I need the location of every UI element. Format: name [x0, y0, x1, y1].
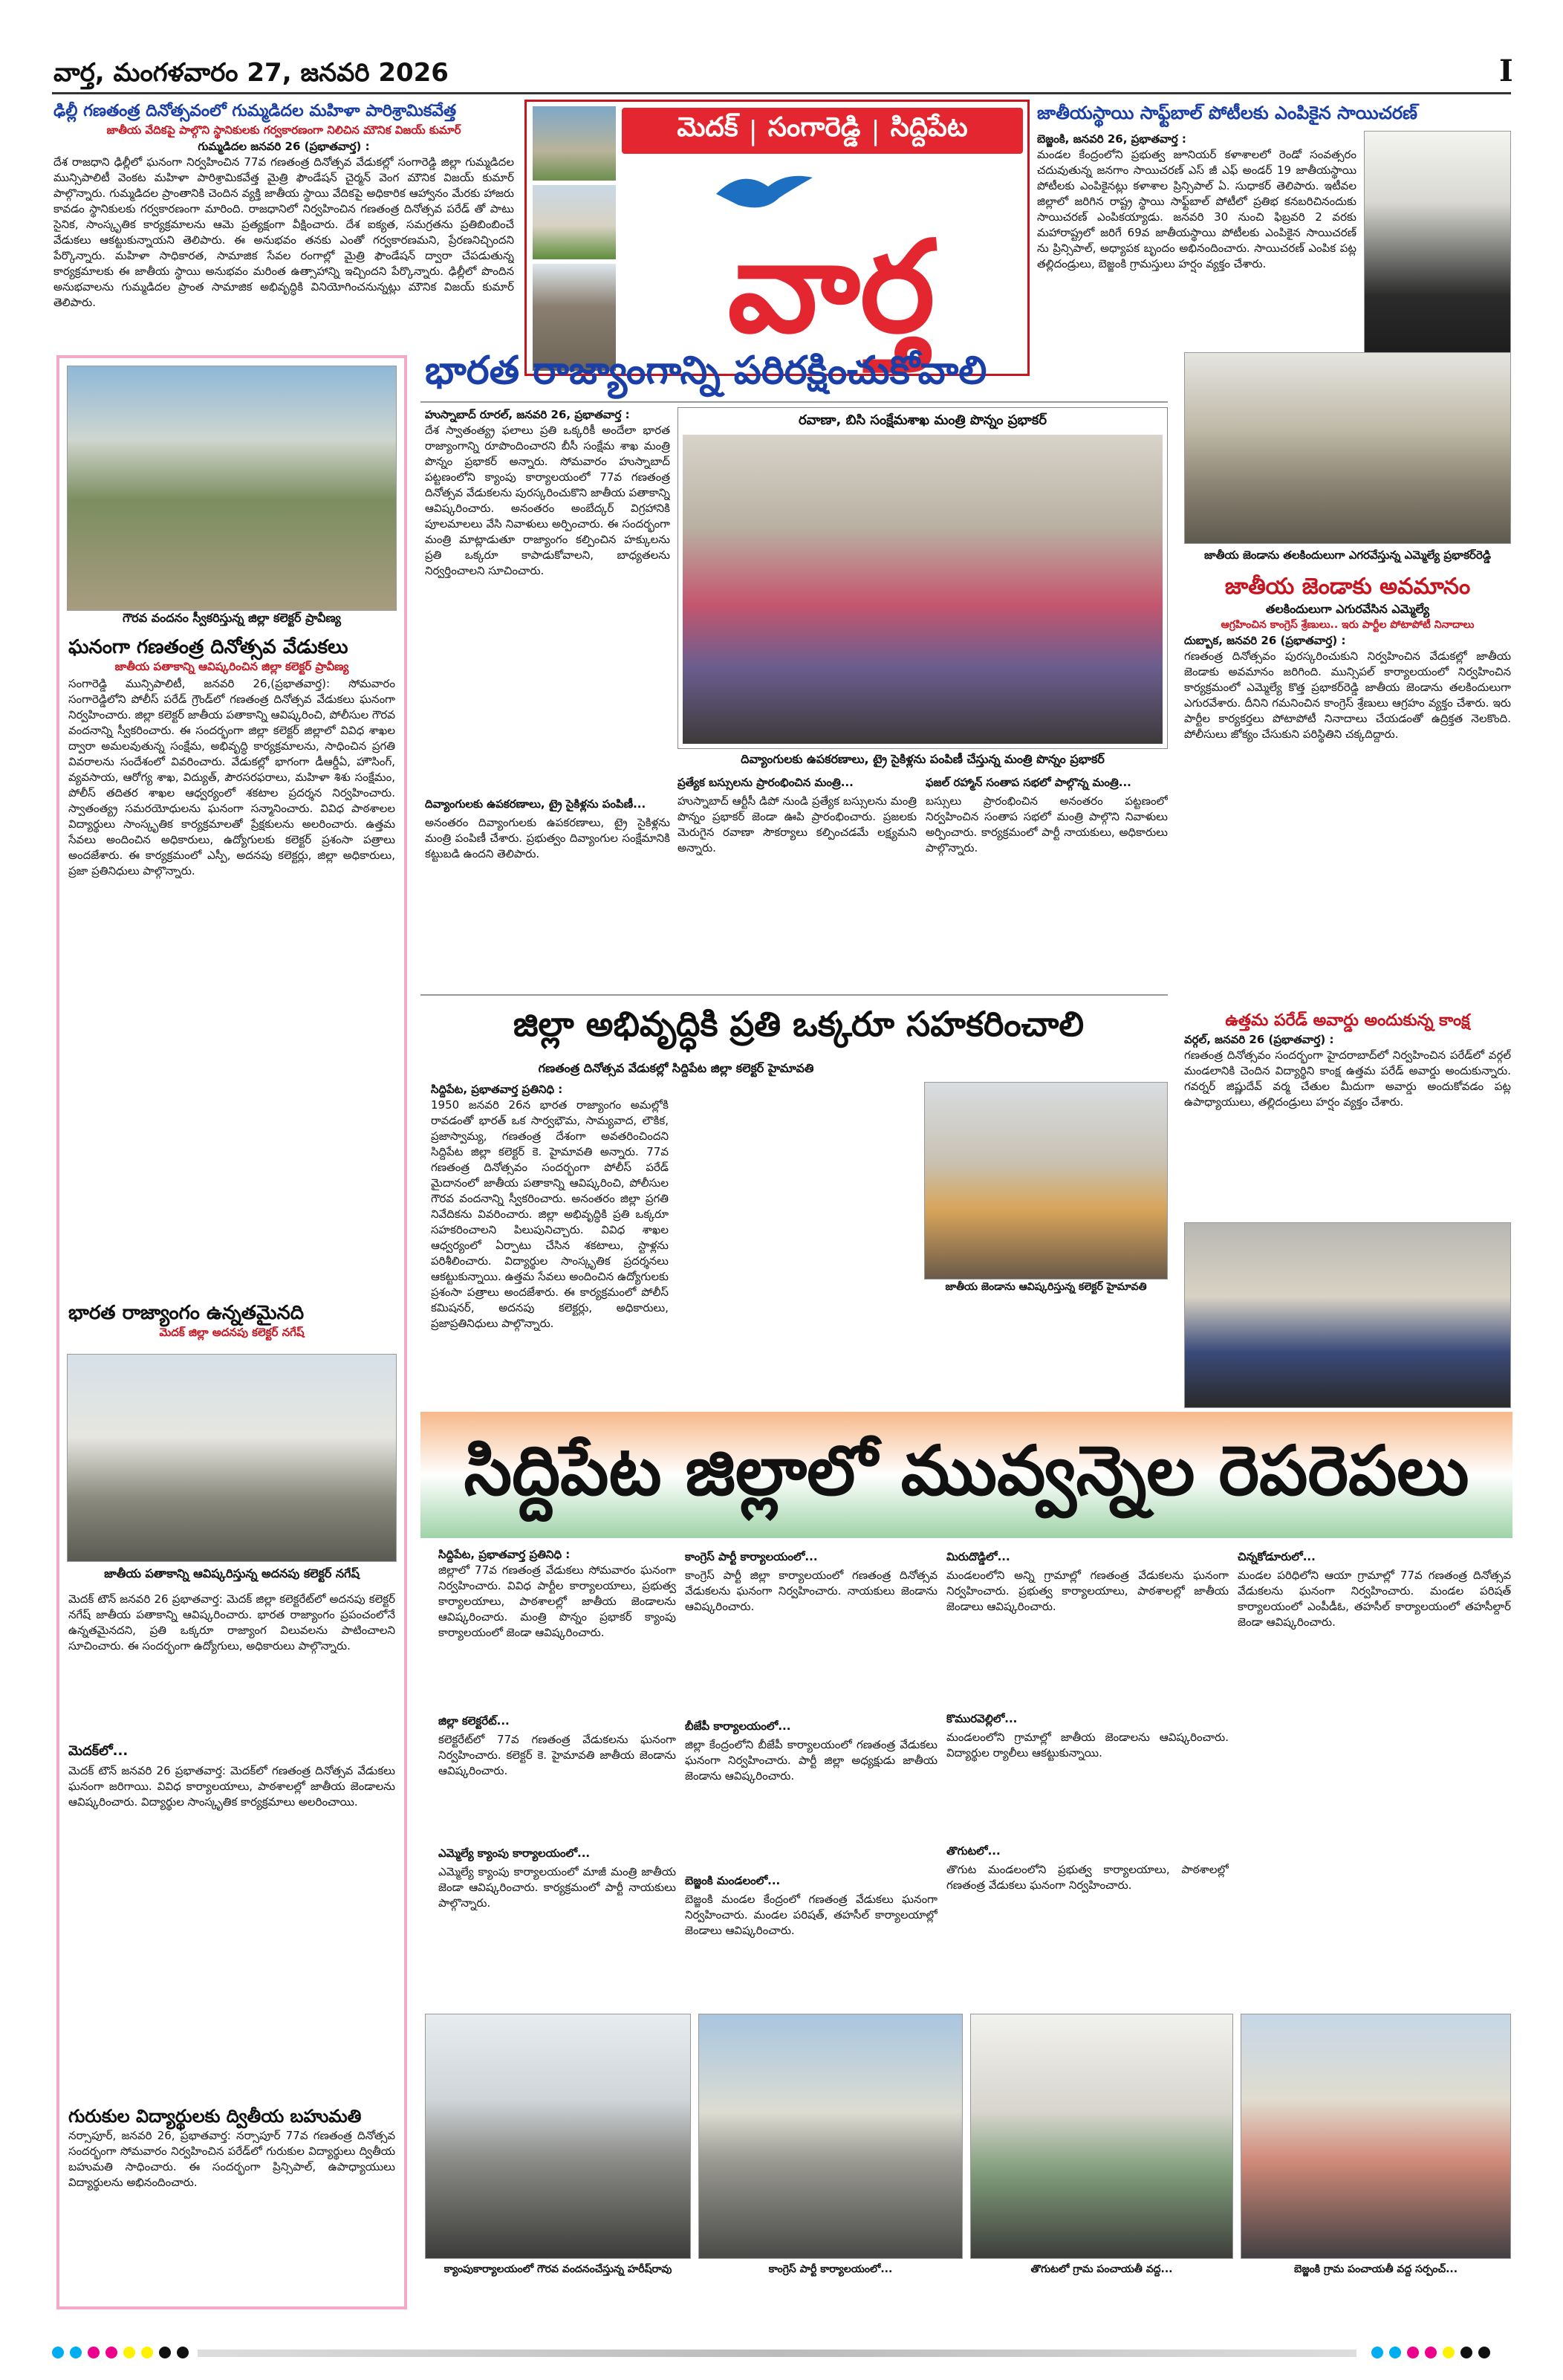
main3-mini6: మిరుదొడ్డిలో...	[946, 1550, 1010, 1563]
left-photo1-caption: గౌరవ వందనం స్వీకరిస్తున్న జిల్లా కలెక్టర్ ప్రావీణ్య	[67, 611, 397, 628]
main1-body-b: అనంతరం దివ్యాంగులకు ఉపకరణాలు, ట్రై సైకిళ్లను మంత్రి పంపిణీ చేశారు. ప్రభుత్వం దివ్యాంగుల సంక్షేమానికి కట్టుబడి ఉందని తెలిపారు.	[425, 816, 670, 860]
main2-body: 1950 జనవరి 26న భారత రాజ్యాంగం అమల్లోకి రావడంతో భారత్ ఒక సార్వభౌమ, సామ్యవాద, లౌకిక, ప్రజాస్వామ్య, గణతంత్ర దేశంగా అవతరించిందని సిద్దిపేట జిల్లా కలెక్టర్ కె. హైమావతి అన్నారు. 77వ గణతంత్ర దినోత్సవం సందర్భంగా పోలీస్ పరేడ్ మైదానంలో జాతీయ పతాకాన్ని ఆవిష్కరించి, పోలీసుల గౌరవ వందనాన్ని స్వీకరించారు. అనంతరం జిల్లా ప్రగతి నివేదికను వివరించారు. జిల్లా అభివృద్ధికి ప్రతి ఒక్కరూ సహకరించాలని పిలుపునిచ్చారు. వివిధ శాఖల ఆధ్వర్యంలో ఏర్పాటు చేసిన శకటాలు, స్టాళ్లను పరిశీలించారు. విద్యార్థుల సాంస్కృతిక ప్రదర్శనలు ఆకట్టుకున్నాయి. ఉత్తమ సేవలు అందించిన ఉద్యోగులకు ప్రశంసా పత్రాలు అందజేశారు. ఈ కార్యక్రమంలో పోలీస్ కమిషనర్, అదనపు కలెక్టర్లు, అధికారులు, ప్రజాప్రతినిధులు పాల్గొన్నారు.	[431, 1098, 669, 1330]
main2-top-rule	[420, 994, 1168, 996]
main2-subheadline: గణతంత్ర దినోత్సవ వేడుకల్లో సిద్దిపేట జిల్లా కలెక్టర్ హైమావతి	[538, 1061, 814, 1075]
top-left-body: దేశ రాజధాని ఢిల్లీలో ఘనంగా నిర్వహించిన 77వ గణతంత్ర దినోత్సవ వేడుకల్లో సంగారెడ్డి జిల్లా గుమ్మడిదల మున్సిపాలిటీ వెంకట మహిళా పారిశ్రామికవేత్త మైత్రి ఫౌండేషన్ చైర్మన్ వెంగ మౌనిక విజయ్ కుమార్ పాల్గొన్నారు. గుమ్మడిదల ప్రాంతానికి చెందిన వ్యక్తి జాతీయ స్థాయి వేదికపై అధికారిక ఆహ్వానం మేరకు హాజరు కావడం స్థానికులకు గర్వకారణంగా మారింది. రాజధానిలో నిర్వహించిన గణతంత్ర దినోత్సవ పరేడ్ తో పాటు సైనిక, సాంస్కృతిక కార్యక్రమాలను ఆమె ప్రత్యక్షంగా వీక్షించారు. దేశ ఐక్యత, సమగ్రతను ప్రతిబింబించే వేడుకలు ఆకట్టుకున్నాయని తెలిపారు. ఈ అనుభవం తనకు ఎంతో గర్వకారణమని, ప్రేరణనిచ్చిందని పేర్కొన్నారు. మహిళా సాధికారత, సామాజిక సేవల రంగాల్లో మైత్రి ఫౌండేషన్ ద్వారా చేపడుతున్న కార్యక్రమాలకు ఈ జాతీయ స్థాయి అనుభవం మరింత ఉత్సాహాన్ని ఇచ్చిందని పేర్కొన్నారు. ఢిల్లీలో పొందిన అనుభవాలను గుమ్మడిదల ప్రాంత సామాజిక అభివృద్ధికి వినియోగించనున్నట్లు మౌనిక విజయ్ కుమార్ తెలిపారు.	[53, 155, 514, 309]
main3-body-f: బెజ్జంకి మండల కేంద్రంలో గణతంత్ర వేడుకలు ఘనంగా నిర్వహించారు. మండల పరిషత్, తహసీల్ కార్యాలయాల్లో జెండాలు ఆవిష్కరించారు.	[685, 1893, 938, 1937]
left-mini1: మెదక్‌లో...	[68, 1743, 129, 1759]
main1-photo-caption: దివ్యాంగులకు ఉపకరణాలు, ట్రై సైకిళ్లను పంపిణీ చేస్తున్న మంత్రి పొన్నం ప్రభాకర్	[677, 752, 1168, 769]
main2-col-a	[431, 1082, 669, 1401]
main3-col-a	[438, 1547, 676, 2008]
main1-dateline: హుస్నాబాద్ రూరల్, జనవరి 26, ప్రభాతవార్త :	[425, 408, 630, 421]
main3-col-d	[1238, 1547, 1511, 2008]
region-siddipet: సిద్దిపేట	[890, 112, 968, 143]
main2-headline: జిల్లా అభివృద్ధికి ప్రతి ఒక్కరూ సహకరించాలి	[513, 1004, 1085, 1044]
main3-caption-2: కాంగ్రెస్ పార్టీ కార్యాలయంలో...	[698, 2263, 963, 2277]
region-sangareddy: సంగారెడ్డి	[767, 112, 861, 143]
main2-dateline: సిద్దిపేట, ప్రభాతవార్త ప్రతినిధి :	[431, 1083, 563, 1096]
main3-mini8: తొగుటలో...	[946, 1844, 1001, 1858]
left-column	[56, 355, 407, 2309]
main3-photo-4	[1241, 2014, 1511, 2259]
main1-body-c: హుస్నాబాద్ ఆర్టీసీ డిపో నుండి ప్రత్యేక బస్సులను మంత్రి పొన్నం ప్రభాకర్ జెండా ఊపి ప్రారంభించారు. ప్రజలకు మెరుగైన రవాణా సౌకర్యాలు కల్పించడమే లక్ష్యమని అన్నారు.	[677, 794, 917, 855]
main3-mini9: చిన్నకోడూరులో...	[1238, 1550, 1316, 1563]
top-left-story	[53, 101, 514, 369]
main3-mini7: కొమురవెల్లిలో...	[946, 1712, 1018, 1725]
main2-photo	[924, 1082, 1168, 1280]
region-separator: |	[748, 115, 758, 146]
main3-body-b: కలెక్టరేట్‌లో 77వ గణతంత్ర వేడుకలను ఘనంగా నిర్వహించారు. కలెక్టర్ కె. హైమావతి జాతీయ జెండాను ఆవిష్కరించారు.	[438, 1733, 676, 1777]
main1-mini2: ప్రత్యేక బస్సులను ప్రారంభించిన మంత్రి...	[677, 776, 854, 789]
left-photo2-caption: జాతీయ పతాకాన్ని ఆవిష్కరిస్తున్న అదనపు కలెక్టర్ నగేష్	[67, 1566, 397, 1583]
right-photo-flag	[1184, 352, 1511, 544]
main1-body-a: దేశ స్వాతంత్య్ర ఫలాలు ప్రతి ఒక్కరికీ అందేలా భారత రాజ్యాంగాన్ని రూపొందించారని బీసీ సంక్షేమ శాఖ మంత్రి పొన్నం ప్రభాకర్ అన్నారు. సోమవారం హుస్నాబాద్ పట్టణంలోని క్యాంపు కార్యాలయంలో 77వ గణతంత్ర దినోత్సవ వేడుకలను పురస్కరించుకొని జాతీయ పతాకాన్ని ఆవిష్కరించారు. అనంతరం అంబేద్కర్ విగ్రహానికి పూలమాలలు వేసి నివాళులు అర్పించారు. ఈ సందర్భంగా మంత్రి మాట్లాడుతూ రాజ్యాంగం కల్పించిన హక్కులను ప్రతి ఒక్కరూ కాపాడుకోవాలని, బాధ్యతలను నిర్వర్తించాలని సూచించారు.	[425, 424, 670, 577]
main3-mini2: ఎమ్మెల్యే క్యాంపు కార్యాలయంలో...	[438, 1846, 591, 1860]
left-h1-sub: జాతీయ పతాకాన్ని ఆవిష్కరించిన జిల్లా కలెక్టర్ ప్రావీణ్య	[114, 660, 349, 673]
dot-black	[177, 2347, 189, 2358]
left-h1: ఘనంగా గణతంత్ర దినోత్సవ వేడుకలు	[68, 636, 348, 658]
right-photo1-caption: జాతీయ జెండాను తలకిందులుగా ఎగరవేస్తున్న ఎమ్మెల్యే ప్రభాకర్‌రెడ్డి	[1184, 548, 1511, 565]
main1-mini3: ఫజల్ రహ్మాన్ సంతాప సభలో పాల్గొన్న మంత్రి...	[926, 776, 1131, 789]
dot-yellow	[1443, 2347, 1455, 2358]
left-body2: మెదక్ టౌన్ జనవరి 26 ప్రభాతవార్త: మెదక్ జిల్లా కలెక్టరేట్‌లో అదనపు కలెక్టర్ నగేష్ జాతీయ పతాకాన్ని ఆవిష్కరించారు. భారత రాజ్యాంగం ప్రపంచంలోనే ఉన్నతమైనదని, ప్రతి ఒక్కరూ రాజ్యాంగ విలువలను పాటించాలని సూచించారు. ఈ సందర్భంగా ఉద్యోగులు, అధికారులు పాల్గొన్నారు.	[68, 1592, 395, 1653]
region-medak: మెదక్	[677, 112, 738, 143]
top-right-headline: జాతీయస్థాయి సాఫ్ట్‌బాల్ పోటీలకు ఎంపికైన సాయిచరణ్	[1037, 103, 1417, 123]
dot-cyan	[52, 2347, 64, 2358]
main1-photo-box	[677, 407, 1168, 749]
dot-magenta	[88, 2347, 100, 2358]
dot-black	[1460, 2347, 1472, 2358]
main2-photo-caption: జాతీయ జెండాను ఆవిష్కరిస్తున్న కలెక్టర్ హైమావతి	[924, 1281, 1168, 1295]
top-left-subheadline: జాతీయ వేదికపై పాల్గొని స్థానికులకు గర్వకారణంగా నిలిచిన మౌనిక విజయ్ కుమార్	[106, 123, 461, 137]
main3-photo-3	[970, 2014, 1233, 2259]
main3-body-c: ఎమ్మెల్యే క్యాంపు కార్యాలయంలో మాజీ మంత్రి జాతీయ జెండా ఆవిష్కరించారు. కార్యక్రమంలో పార్టీ నాయకులు పాల్గొన్నారు.	[438, 1865, 676, 1910]
main3-photo-1	[425, 2014, 691, 2259]
registration-bar	[198, 2350, 1356, 2357]
left-body1: సంగారెడ్డి మున్సిపాలిటీ, జనవరి 26,(ప్రభాతవార్త): సోమవారం సంగారెడ్డిలోని పోలీస్ పరేడ్ గ్రౌండ్‌లో గణతంత్ర దినోత్సవ వేడుకలు ఘనంగా నిర్వహించారు. జిల్లా కలెక్టర్ జాతీయ పతాకాన్ని ఆవిష్కరించి, పోలీసుల గౌరవ వందనాన్ని స్వీకరించారు. ఈ సందర్భంగా జిల్లా కలెక్టర్ జిల్లాలో వివిధ శాఖల ద్వారా అమలవుతున్న సంక్షేమ, అభివృద్ధి కార్యక్రమాలను, సాధించిన ప్రగతి వివరాలను సందేశంలో వివరించారు. వేడుకల్లో భాగంగా డీఆర్డీఏ, హౌసింగ్, వ్యవసాయ, ఆరోగ్య శాఖ, విద్యుత్, పౌరసరఫరాలు, మహిళా శిశు సంక్షేమం, పోలీస్ తదితర శాఖల ఆధ్వర్యంలో శకటాల ప్రదర్శన నిర్వహించారు. స్వాతంత్య్ర సమరయోధులను ఘనంగా సన్మానించారు. వివిధ పాఠశాలల విద్యార్థులు సాంస్కృతిక కార్యక్రమాలతో ప్రేక్షకులను అలరించారు. ఉత్తమ సేవలు అందించిన అధికారులు, ఉద్యోగులకు కలెక్టర్ ప్రశంసా పత్రాలు అందజేశారు. ఈ కార్యక్రమంలో ఎస్పీ, అదనపు కలెక్టర్లు, జిల్లా అధికారులు, ప్రజా ప్రతినిధులు పాల్గొన్నారు.	[68, 677, 395, 878]
main3-body-g: మండలంలోని అన్ని గ్రామాల్లో గణతంత్ర వేడుకలను ఘనంగా నిర్వహించారు. ప్రభుత్వ కార్యాలయాలు, పాఠశాలల్లో జాతీయ జెండాలు ఆవిష్కరించారు.	[946, 1569, 1229, 1613]
main3-headline: సిద్దిపేట జిల్లాలో మువ్వన్నెల రెపరెపలు	[464, 1431, 1469, 1511]
right-dateline: దుబ్బాక, జనవరి 26 (ప్రభాతవార్త) :	[1184, 634, 1346, 647]
main3-col-b	[685, 1547, 938, 2008]
main3-body-h: మండలంలోని గ్రామాల్లో జాతీయ జెండాలను ఆవిష్కరించారు. విద్యార్థుల ర్యాలీలు ఆకట్టుకున్నాయి.	[946, 1731, 1229, 1760]
left-h2: భారత రాజ్యాంగం ఉన్నతమైనది	[68, 1302, 305, 1324]
left-h2-sub: మెదక్ జిల్లా అదనపు కలెక్టర్ నగేష్	[159, 1326, 305, 1339]
main1-col-b	[677, 773, 917, 996]
right-sub1: తలకిందులుగా ఎగురవేసిన ఎమ్మెల్యే	[1265, 602, 1430, 616]
main3-body-a: జిల్లాలో 77వ గణతంత్ర వేడుకలు సోమవారం ఘనంగా నిర్వహించారు. వివిధ పార్టీల కార్యాలయాలు, ప్రభుత్వ కార్యాలయాలు, పాఠశాలల్లో జాతీయ జెండాలను ఆవిష్కరించారు. మంత్రి పొన్నం ప్రభాకర్ క్యాంపు కార్యాలయంలో జెండా ఆవిష్కరించారు.	[438, 1563, 676, 1639]
main3-banner	[420, 1412, 1512, 1538]
region-separator: |	[871, 115, 880, 146]
main3-body-i: తొగుట మండలంలోని ప్రభుత్వ కార్యాలయాలు, పాఠశాలల్లో గణతంత్ర వేడుకలు ఘనంగా నిర్వహించారు.	[946, 1863, 1229, 1892]
right-dateline2: వర్గల్, జనవరి 26 (ప్రభాతవార్త) :	[1184, 1033, 1334, 1046]
dot-cyan	[70, 2347, 82, 2358]
top-left-headline: ఢిల్లీ గణతంత్ర దినోత్సవంలో గుమ్మడిదల మహిళా పారిశ్రామికవేత్త	[53, 102, 457, 120]
main3-caption-1: క్యాంపుకార్యాలయంలో గౌరవ వందనంచేస్తున్న హరీష్‌రావు	[425, 2263, 691, 2277]
right-body2: గణతంత్ర దినోత్సవం సందర్భంగా హైదరాబాద్‌లో నిర్వహించిన పరేడ్‌లో వర్గల్ మండలానికి చెందిన విద్యార్థిని కాంక్ష ఉత్తమ పరేడ్ అవార్డు అందుకున్నారు. గవర్నర్ జిష్ణుదేవ్ వర్మ చేతుల మీదుగా అవార్డు అందుకోవడం పట్ల ఉపాధ్యాయులు, తల్లిదండ్రులు హర్షం వ్యక్తం చేశారు.	[1184, 1048, 1511, 1109]
main3-dateline: సిద్దిపేట, ప్రభాతవార్త ప్రతినిధి :	[438, 1548, 571, 1561]
main3-caption-3: తొగుటలో గ్రామ పంచాయతీ వద్ద...	[970, 2263, 1233, 2277]
dot-magenta	[105, 2347, 117, 2358]
dot-black	[159, 2347, 171, 2358]
main1-col-c	[926, 773, 1168, 996]
main1-headline: భారత రాజ్యాంగాన్ని పరిరక్షించుకోవాలి	[425, 348, 987, 393]
dot-yellow	[123, 2347, 135, 2358]
sai-charan-photo	[1364, 131, 1511, 367]
dot-cyan	[1389, 2347, 1401, 2358]
right-headline: జాతీయ జెండాకు అవమానం	[1224, 574, 1471, 600]
main2-body-cont	[676, 1082, 914, 1401]
top-right-dateline: బెజ్జంకి, జనవరి 26, ప్రభాతవార్త :	[1037, 132, 1186, 146]
right-h2: ఉత్తమ పరేడ్ అవార్డు అందుకున్న కాంక్ష	[1225, 1011, 1470, 1030]
main3-body-e: జిల్లా కేంద్రంలోని బీజేపీ కార్యాలయంలో గణతంత్ర వేడుకలు ఘనంగా నిర్వహించారు. పార్టీ జిల్లా అధ్యక్షుడు జాతీయ జెండాను ఆవిష్కరించారు.	[685, 1738, 938, 1783]
right-photo-award	[1184, 1222, 1511, 1408]
main1-rule	[420, 401, 1168, 403]
top-left-dateline: గుమ్మడిదల జనవరి 26 (ప్రభాతవార్త) :	[198, 140, 370, 153]
registration-dots-left	[52, 2347, 189, 2358]
top-right-story	[1037, 101, 1512, 369]
brand-logo: వార్త	[727, 214, 935, 361]
brand-photo-temple	[533, 106, 616, 181]
masthead-title: వార్త, మంగళవారం 27, జనవరి 2026	[53, 58, 449, 88]
masthead-rule	[52, 92, 1511, 94]
dot-magenta	[1425, 2347, 1437, 2358]
dot-yellow	[141, 2347, 153, 2358]
main3-mini1: జిల్లా కలెక్టరేట్...	[438, 1714, 510, 1728]
main1-photo-title: రవాణా, బిసి సంక్షేమశాఖ మంత్రి పొన్నం ప్రభాకర్	[678, 408, 1167, 433]
masthead	[0, 0, 1563, 88]
main1-photo	[683, 435, 1163, 744]
left-body4: నర్సాపూర్, జనవరి 26, ప్రభాతవార్త: నర్సాపూర్ 77వ గణతంత్ర దినోత్సవ సందర్భంగా సోమవారం నిర్వహించిన పరేడ్‌లో గురుకుల విద్యార్థులు ద్వితీయ బహుమతి సాధించారు. ఈ సందర్భంగా ప్రిన్సిపాల్, ఉపాధ్యాయులు విద్యార్థులను అభినందించారు.	[68, 2129, 395, 2189]
dot-cyan	[1371, 2347, 1383, 2358]
main1-mini1: దివ్యాంగులకు ఉపకరణాలు, ట్రై సైకిళ్లను పంపిణీ...	[425, 797, 646, 811]
right-sub2: ఆగ్రహించిన కాంగ్రెస్ శ్రేణులు.. ఇరు పార్టీల పోటాపోటీ నినాదాలు	[1221, 619, 1475, 631]
left-photo-flag	[67, 1354, 397, 1562]
main1-col-a	[425, 407, 670, 987]
brand-photo-building	[533, 185, 616, 259]
page-number: I	[1499, 53, 1513, 88]
main3-col-c	[946, 1547, 1229, 2008]
brand-region-bar	[622, 108, 1023, 154]
main3-body-j: మండల పరిధిలోని ఆయా గ్రామాల్లో 77వ గణతంత్ర దినోత్సవ వేడుకలను ఘనంగా నిర్వహించారు. మండల పరిషత్ కార్యాలయంలో ఎంపీడీఓ, తహసీల్ కార్యాలయంలో తహసీల్దార్ జెండా ఆవిష్కరించారు.	[1238, 1569, 1511, 1629]
dove-icon	[712, 164, 816, 216]
registration-strip	[52, 2344, 1511, 2363]
main3-mini3: కాంగ్రెస్ పార్టీ కార్యాలయంలో...	[685, 1550, 818, 1563]
main3-body-d: కాంగ్రెస్ పార్టీ జిల్లా కార్యాలయంలో గణతంత్ర దినోత్సవ వేడుకలను ఘనంగా నిర్వహించారు. నాయకులు జెండాను ఆవిష్కరించారు.	[685, 1569, 938, 1613]
main1-body-d: బస్సులు ప్రారంభించిన అనంతరం పట్టణంలో నిర్వహించిన సంతాప సభలో మంత్రి పాల్గొని నివాళులు అర్పించారు. కార్యక్రమంలో పార్టీ నాయకులు, అధికారులు పాల్గొన్నారు.	[926, 794, 1168, 855]
registration-dots-right	[1371, 2347, 1490, 2358]
main3-photo-2	[698, 2014, 963, 2259]
right-body: గణతంత్ర దినోత్సవం పురస్కరించుకుని నిర్వహించిన వేడుకల్లో జాతీయ జెండాకు అవమానం జరిగింది. మున్సిపల్ కార్యాలయంలో నిర్వహించిన కార్యక్రమంలో ఎమ్మెల్యే కొత్త ప్రభాకర్‌రెడ్డి జాతీయ జెండాను తలకిందులుగా ఎగురవేశారు. దీనిని గమనించిన కాంగ్రెస్ శ్రేణులు ఆగ్రహం వ్యక్తం చేశారు. ఇరు పార్టీల కార్యకర్తలు పోటాపోటీ నినాదాలు చేయడంతో ఉద్రిక్తత నెలకొంది. పోలీసులు జోక్యం చేసుకుని పరిస్థితిని చక్కదిద్దారు.	[1184, 649, 1511, 741]
brand-box	[524, 100, 1030, 376]
dot-black	[1478, 2347, 1490, 2358]
main3-mini4: బీజేపీ కార్యాలయంలో...	[685, 1719, 791, 1733]
left-h3: గురుకుల విద్యార్థులకు ద్వితీయ బహుమతి	[68, 2106, 362, 2127]
main2-col-b	[676, 1082, 914, 1401]
main3-mini5: బెజ్జంకి మండలంలో...	[685, 1874, 781, 1887]
left-body3: మెదక్ టౌన్ జనవరి 26 ప్రభాతవార్త: మెదక్‌లో గణతంత్ర దినోత్సవ వేడుకలు ఘనంగా జరిగాయి. వివిధ కార్యాలయాలు, పాఠశాలల్లో జాతీయ జెండాలను ఆవిష్కరించారు. విద్యార్థుల సాంస్కృతిక కార్యక్రమాలు అలరించాయి.	[68, 1764, 395, 1809]
top-right-body: మండల కేంద్రంలోని ప్రభుత్వ జూనియర్ కళాశాలలో రెండో సంవత్సరం చదువుతున్న జనగాం సాయిచరణ్ ఎస్ జీ ఎఫ్ అండర్ 19 జాతీయస్థాయి పోటీలకు ఎంపికైనట్లు కళాశాల ప్రిన్సిపాల్ ఏ. సుధాకర్ తెలిపారు. ఇటీవల జిల్లాలో జరిగిన రాష్ట్ర స్థాయి సాఫ్ట్‌బాల్ పోటీలో ప్రతిభ కనబరిచినందుకు సాయిచరణ్ ఎంపికయ్యాడు. జనవరి 30 నుంచి ఫిబ్రవరి 2 వరకు మహారాష్ట్రలో జరిగే 69వ జాతీయస్థాయి పోటీలకు ఎంపికైన సాయిచరణ్ ను ప్రిన్సిపాల్, అధ్యాపక బృందం అభినందించారు. సాయిచరణ్ ఎంపిక పట్ల తల్లిదండ్రులు, బెజ్జంకి గ్రామస్తులు హర్షం వ్యక్తం చేశారు.	[1037, 148, 1356, 270]
left-photo-parade	[67, 366, 397, 611]
main3-caption-4: బెజ్జంకి గ్రామ పంచాయతీ వద్ద సర్పంచ్...	[1241, 2263, 1511, 2277]
dot-magenta	[1407, 2347, 1419, 2358]
